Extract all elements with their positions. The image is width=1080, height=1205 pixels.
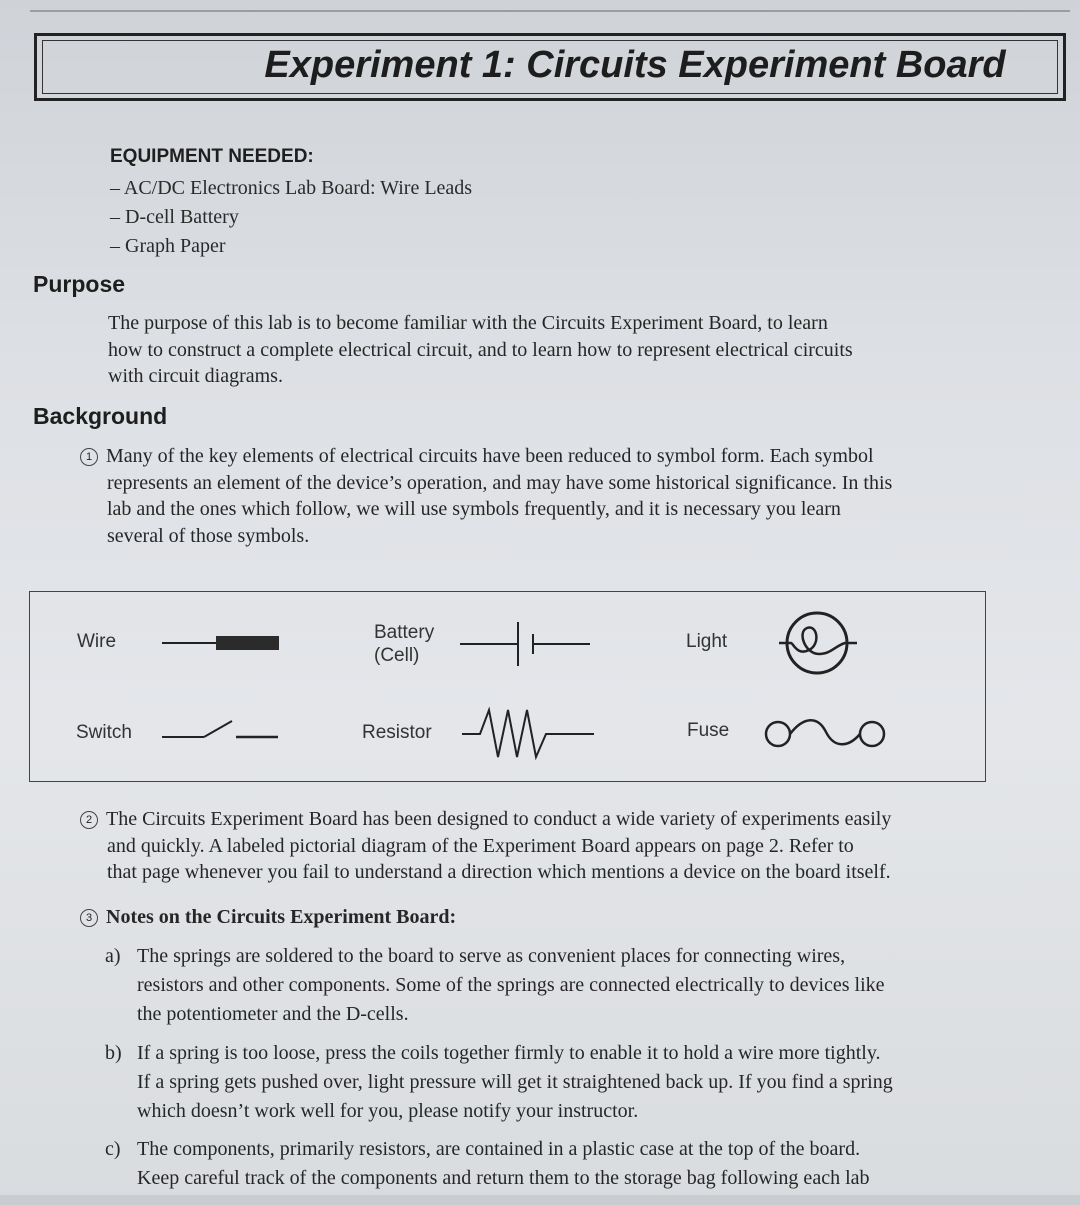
note-line: If a spring is too loose, press the coils together firmly to enable it to hold a wire more tightly. <box>137 1042 881 1064</box>
note-line: resistors and other components. Some of the springs are connected electrically to devices like <box>137 974 885 996</box>
note-line: The springs are soldered to the board to serve as convenient places for connecting wires, <box>137 945 846 967</box>
purpose-paragraph <box>108 310 1008 390</box>
page-title: Experiment 1: Circuits Experiment Board <box>264 44 1006 86</box>
battery-symbol <box>458 618 593 668</box>
paragraph-line: several of those symbols. <box>107 524 310 547</box>
paragraph-line: that page whenever you fail to understand a direction which mentions a device on the board itself. <box>107 861 891 883</box>
fuse-symbol <box>760 712 890 752</box>
top-rule <box>30 10 1070 12</box>
battery-label-line: (Cell) <box>374 645 420 666</box>
purpose-heading: Purpose <box>33 271 126 297</box>
note-letter: a) <box>105 945 121 967</box>
equipment-heading: EQUIPMENT NEEDED: <box>110 146 314 167</box>
paragraph-line: The Circuits Experiment Board has been designed to conduct a wide variety of experiments easily <box>106 808 892 830</box>
number-marker: 3 <box>80 909 98 927</box>
note-line: the potentiometer and the D-cells. <box>137 1003 409 1025</box>
note-a <box>105 942 1005 1032</box>
paragraph-line: and quickly. A labeled pictorial diagram of the Experiment Board appears on page 2. Refer to <box>107 834 854 857</box>
notes-heading <box>80 904 1010 931</box>
bottom-edge <box>0 1195 1080 1205</box>
symbol-table <box>29 591 986 782</box>
resistor-symbol <box>460 702 595 762</box>
note-line: The components, primarily resistors, are contained in a plastic case at the top of the board. <box>137 1138 861 1160</box>
note-line: Keep careful track of the components and return them to the storage bag following each lab <box>137 1167 870 1189</box>
paragraph-line: represents an element of the device’s operation, and may have some historical significance. In this <box>107 471 893 494</box>
switch-label: Switch <box>76 722 132 743</box>
paragraph-line: Many of the key elements of electrical circuits have been reduced to symbol form. Each symbol <box>106 445 874 467</box>
note-c <box>105 1135 1005 1195</box>
purpose-line: how to construct a complete electrical circuit, and to learn how to represent electrical circuits <box>108 338 853 361</box>
number-marker: 2 <box>80 811 98 829</box>
note-letter: c) <box>105 1138 121 1160</box>
title-frame <box>34 33 1066 101</box>
wire-label: Wire <box>77 631 117 652</box>
light-symbol <box>775 610 860 676</box>
note-text <box>137 1039 997 1126</box>
equipment-item: – AC/DC Electronics Lab Board: Wire Leads <box>110 177 473 199</box>
equipment-item: – D-cell Battery <box>110 206 239 228</box>
resistor-label: Resistor <box>362 722 432 743</box>
note-line: If a spring gets pushed over, light pressure will get it straightened back up. If you find a spring <box>137 1071 893 1093</box>
light-label: Light <box>686 631 728 652</box>
wire-symbol <box>160 632 282 654</box>
paragraph-line: lab and the ones which follow, we will use symbols frequently, and it is necessary you learn <box>107 498 841 520</box>
note-b <box>105 1039 1005 1129</box>
note-text <box>137 1135 997 1193</box>
background-heading: Background <box>33 403 168 429</box>
purpose-line: The purpose of this lab is to become familiar with the Circuits Experiment Board, to learn <box>108 312 828 334</box>
note-text <box>137 942 997 1029</box>
equipment-item: – Graph Paper <box>110 235 226 257</box>
purpose-line: with circuit diagrams. <box>108 365 283 387</box>
switch-symbol <box>160 712 282 746</box>
battery-label-line: Battery <box>374 622 435 643</box>
battery-label <box>374 621 434 667</box>
background-paragraph-1 <box>80 443 1010 549</box>
note-line: which doesn’t work well for you, please notify your instructor. <box>137 1100 639 1122</box>
background-paragraph-2 <box>80 806 1010 886</box>
note-letter: b) <box>105 1042 122 1064</box>
notes-heading-text: Notes on the Circuits Experiment Board: <box>106 906 457 928</box>
number-marker: 1 <box>80 448 98 466</box>
fuse-label: Fuse <box>687 720 730 741</box>
